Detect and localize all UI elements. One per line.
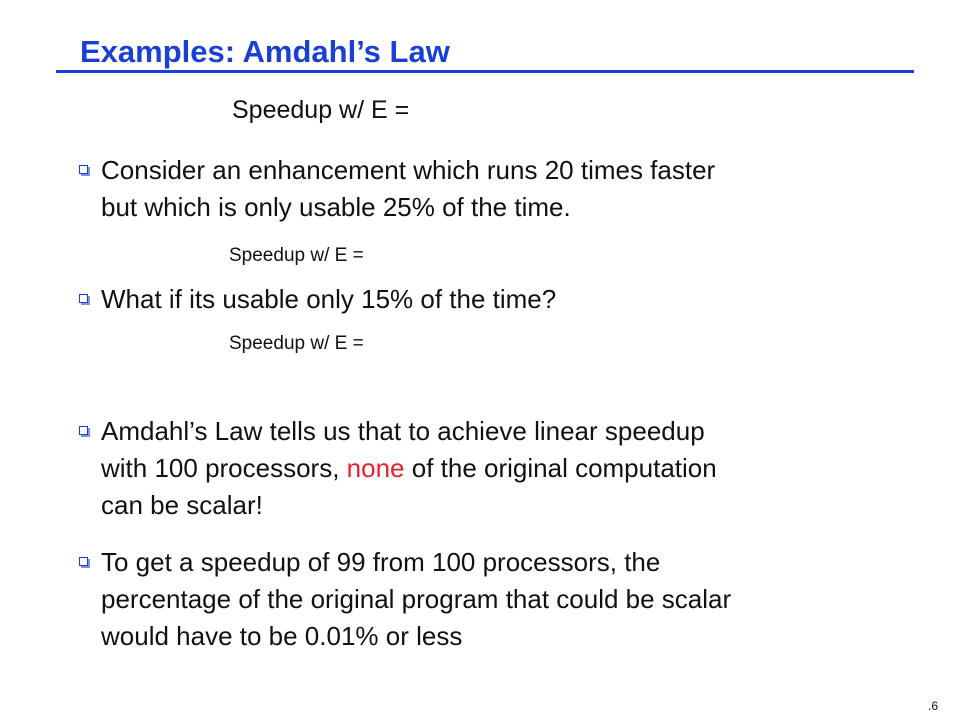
bullet-line: can be scalar! (101, 490, 263, 520)
bullet-line: What if its usable only 15% of the time? (101, 284, 557, 314)
bullet-text (101, 544, 881, 655)
bullet-square-icon (79, 557, 88, 566)
highlight-none: none (346, 453, 405, 483)
speedup-formula-2: Speedup w/ E = (229, 333, 364, 354)
bullet-line: but which is only usable 25% of the time. (101, 192, 571, 222)
bullet-square-icon (79, 426, 88, 435)
bullet-line (101, 450, 881, 487)
bullet-line: would have to be 0.01% or less (101, 621, 463, 651)
bullet-text (101, 413, 881, 524)
bullet-text (101, 281, 881, 318)
speedup-formula-main: Speedup w/ E = (232, 96, 410, 124)
bullet-line: Consider an enhancement which runs 20 times faster (101, 155, 716, 185)
page-number: .6 (928, 699, 939, 713)
bullet-line: percentage of the original program that could be scalar (101, 584, 732, 614)
title-underline (56, 70, 914, 73)
bullet-line: To get a speedup of 99 from 100 processors, the (101, 547, 661, 577)
slide-title: Examples: Amdahl’s Law (80, 34, 450, 69)
bullet-square-icon (79, 294, 88, 303)
speedup-formula-1: Speedup w/ E = (229, 245, 364, 266)
bullet-line: Amdahl’s Law tells us that to achieve linear speedup (101, 416, 705, 446)
bullet-square-icon (79, 165, 88, 174)
bullet-line-part: of the original computation (404, 453, 717, 483)
bullet-line-part: with 100 processors, (101, 453, 347, 483)
bullet-text (101, 152, 881, 226)
